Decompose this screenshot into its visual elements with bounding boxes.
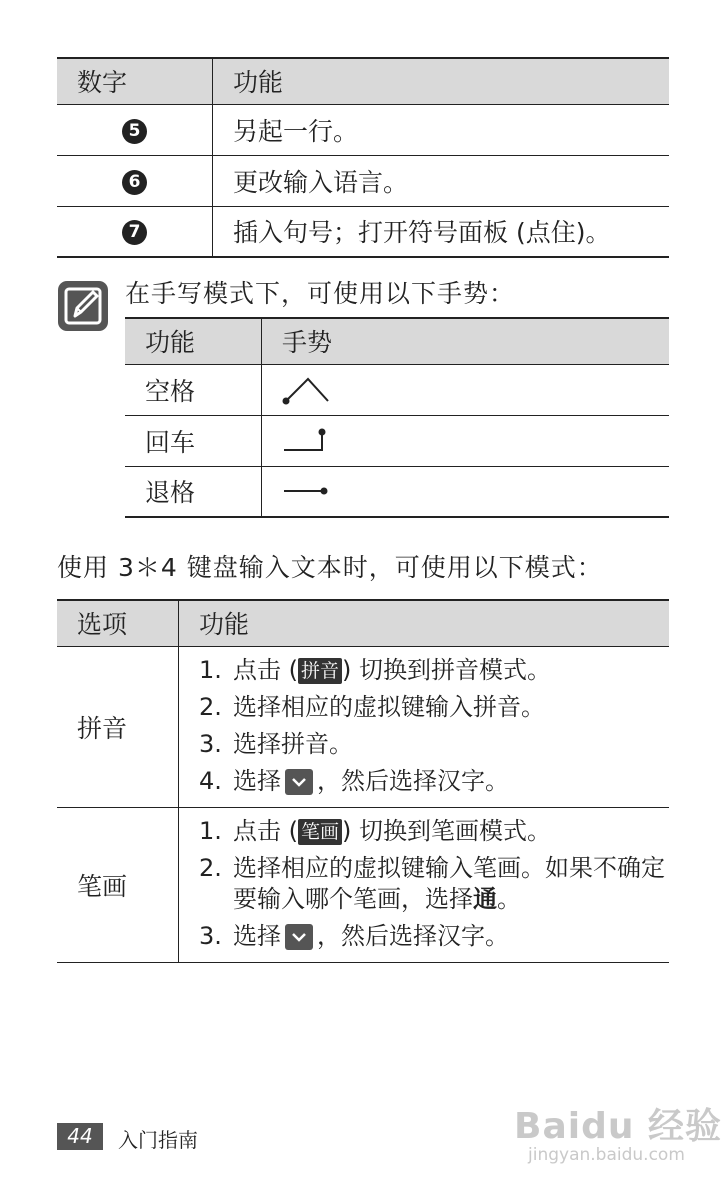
table-row-pinyin bbox=[57, 646, 669, 807]
chevron-down-icon bbox=[285, 924, 313, 950]
table-row bbox=[57, 104, 669, 155]
step-item: 3. 选择 ，然后选择汉字。 bbox=[199, 921, 509, 950]
bihua-key-icon: 笔画 bbox=[298, 819, 342, 845]
step-item: 4. 选择 ，然后选择汉字。 bbox=[199, 766, 509, 795]
table-header-row bbox=[125, 318, 669, 364]
function-cell: 另起一行。 bbox=[233, 116, 359, 146]
step-item: 2. 选择相应的虚拟键输入拼音。 bbox=[199, 692, 545, 721]
chevron-down-icon bbox=[285, 769, 313, 795]
gesture-table bbox=[125, 317, 669, 518]
number-badge-icon: 7 bbox=[122, 220, 147, 245]
backspace-gesture-icon bbox=[282, 481, 332, 501]
table-row bbox=[57, 155, 669, 206]
function-cell: 插入句号；打开符号面板 (点住)。 bbox=[233, 218, 611, 248]
watermark-logo: Baidu 经验 bbox=[514, 1106, 723, 1147]
watermark bbox=[514, 1098, 722, 1165]
table-header-row bbox=[57, 58, 669, 104]
function-cell: 回车 bbox=[125, 415, 262, 466]
enter-gesture-icon bbox=[282, 426, 332, 456]
page-number: 44 bbox=[57, 1123, 103, 1150]
step-item: 2. 选择相应的虚拟键输入笔画。如果不确定要输入哪个笔画，选择通。 bbox=[199, 853, 665, 913]
function-cell: 更改输入语言。 bbox=[233, 167, 409, 197]
table-row bbox=[125, 466, 669, 517]
note-pencil-icon bbox=[57, 280, 109, 332]
number-badge-icon: 6 bbox=[122, 170, 147, 195]
table-row bbox=[125, 364, 669, 415]
header-function: 功能 bbox=[199, 610, 250, 640]
header-function: 功能 bbox=[125, 318, 262, 364]
table-row bbox=[57, 206, 669, 257]
pinyin-key-icon: 拼音 bbox=[298, 658, 342, 684]
note-text: 在手写模式下，可使用以下手势： bbox=[125, 279, 516, 308]
header-number: 数字 bbox=[57, 58, 213, 104]
step-item: 1. 点击 ( 拼音 ) 切换到拼音模式。 bbox=[199, 655, 552, 684]
step-item: 3. 选择拼音。 bbox=[199, 729, 353, 758]
table-row bbox=[125, 415, 669, 466]
section-title: 入门指南 bbox=[118, 1128, 198, 1152]
function-cell: 退格 bbox=[125, 466, 262, 517]
header-function: 功能 bbox=[233, 68, 284, 98]
header-gesture: 手势 bbox=[282, 328, 333, 358]
number-badge-icon: 5 bbox=[122, 119, 147, 144]
option-pinyin: 拼音 bbox=[57, 646, 179, 807]
number-key-table bbox=[57, 57, 669, 258]
function-cell: 空格 bbox=[125, 364, 262, 415]
input-mode-table bbox=[57, 599, 669, 963]
step-item: 1. 点击 ( 笔画 ) 切换到笔画模式。 bbox=[199, 816, 552, 845]
table-header-row bbox=[57, 600, 669, 646]
watermark-url: jingyan.baidu.com bbox=[528, 1145, 685, 1165]
header-option: 选项 bbox=[57, 600, 179, 646]
table-row-bihua bbox=[57, 807, 669, 962]
space-gesture-icon bbox=[282, 373, 332, 407]
option-bihua: 笔画 bbox=[57, 807, 179, 962]
keyboard-mode-intro: 使用 3＊4 键盘输入文本时，可使用以下模式： bbox=[57, 553, 603, 582]
